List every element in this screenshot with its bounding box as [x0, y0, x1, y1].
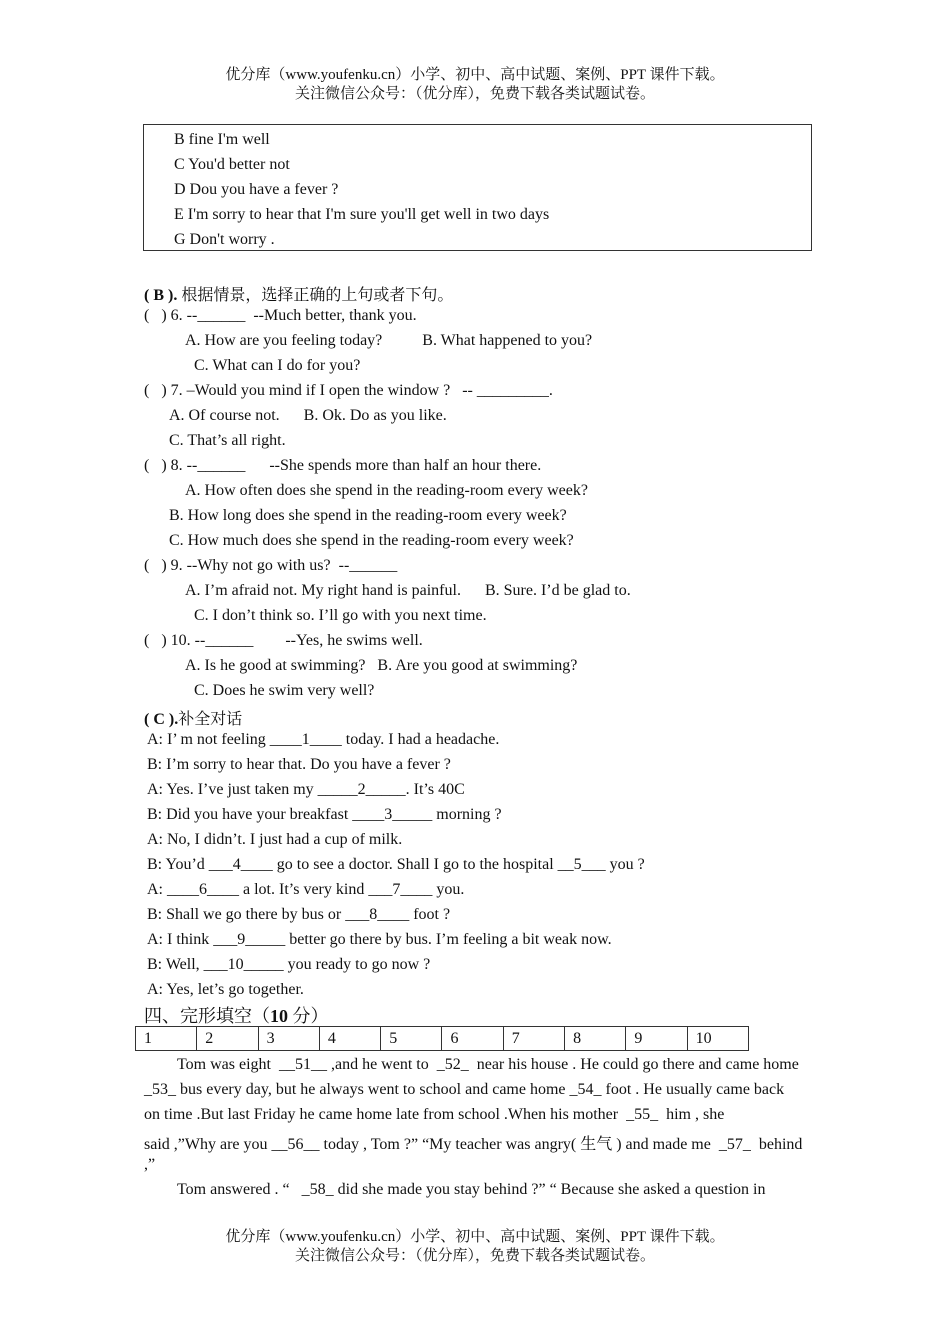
page-header	[0, 66, 950, 104]
box-option: C You'd better not	[174, 156, 290, 173]
question-line: A. Of course not. B. Ok. Do as you like.	[169, 407, 447, 424]
section-4-title-suffix: 分）	[288, 1006, 329, 1026]
header-line-1: 优分库（www.youfenku.cn）小学、初中、高中试题、案例、PPT 课件下载。	[225, 67, 725, 83]
question-line: C. Does he swim very well?	[194, 682, 375, 699]
answer-grid-row	[136, 1027, 749, 1051]
options-box	[143, 124, 812, 251]
passage-line: on time .But last Friday he came home late from school .When his mother _55_ him , she	[144, 1106, 725, 1123]
section-b-title: 根据情景，选择正确的上句或者下句。	[177, 287, 454, 304]
answer-grid	[135, 1026, 749, 1051]
box-option: G Don't worry .	[174, 231, 275, 248]
box-option: D Dou you have a fever ?	[174, 181, 339, 198]
header-line-2: 关注微信公众号：（优分库），免费下载各类试题试卷。	[294, 86, 655, 102]
passage-line: said ,”Why are you __56__ today , Tom ?” “My teacher was angry( 生气 ) and made me _57_ behind	[144, 1136, 803, 1153]
section-b-heading	[144, 282, 453, 305]
answer-cell: 2	[197, 1027, 258, 1051]
answer-cell: 9	[626, 1027, 687, 1051]
passage-line: _53_ bus every day, but he always went to school and came home _54_ foot . He usually came back	[144, 1081, 785, 1098]
passage-line: ,”	[144, 1156, 156, 1173]
dialogue-line: B: You’d ___4____ go to see a doctor. Shall I go to the hospital __5___ you ?	[147, 856, 645, 873]
section-4-title-prefix: 四、完形填空（	[144, 1006, 270, 1026]
question-line: C. That’s all right.	[169, 432, 286, 449]
dialogue-line: B: Shall we go there by bus or ___8____ foot ?	[147, 906, 451, 923]
box-option: E I'm sorry to hear that I'm sure you'll get well in two days	[174, 206, 550, 223]
question-line: A. Is he good at swimming? B. Are you good at swimming?	[185, 657, 578, 674]
question-line: A. I’m afraid not. My right hand is painful. B. Sure. I’d be glad to.	[185, 582, 631, 599]
question-line: ( ) 9. --Why not go with us? --______	[144, 557, 398, 574]
question-line: A. How are you feeling today? B. What happened to you?	[185, 332, 593, 349]
section-4-heading	[144, 1002, 329, 1028]
dialogue-line: A: I think ___9_____ better go there by bus. I’m feeling a bit weak now.	[147, 931, 612, 948]
dialogue-line: B: I’m sorry to hear that. Do you have a fever ?	[147, 756, 451, 773]
section-b-label: ( B ).	[144, 287, 178, 304]
answer-cell: 8	[565, 1027, 626, 1051]
question-line: C. How much does she spend in the reading-room every week?	[169, 532, 574, 549]
passage-line: Tom was eight __51__ ,and he went to _52_ near his house . He could go there and came home	[177, 1056, 799, 1073]
question-line: A. How often does she spend in the reading-room every week?	[185, 482, 588, 499]
question-line: B. How long does she spend in the reading-room every week?	[169, 507, 567, 524]
dialogue-line: A: ____6____ a lot. It’s very kind ___7____ you.	[147, 881, 465, 898]
question-line: C. I don’t think so. I’ll go with you next time.	[194, 607, 487, 624]
box-option: B fine I'm well	[174, 131, 270, 148]
question-line: ( ) 6. --______ --Much better, thank you.	[144, 307, 417, 324]
section-c-heading	[144, 706, 242, 729]
section-c-title: 补全对话	[178, 711, 243, 728]
footer-line-2: 关注微信公众号：（优分库），免费下载各类试题试卷。	[294, 1248, 655, 1264]
question-line: ( ) 7. –Would you mind if I open the window ? -- _________.	[144, 382, 553, 399]
page-footer	[0, 1228, 950, 1266]
dialogue-line: A: No, I didn’t. I just had a cup of milk.	[147, 831, 403, 848]
section-4-score: 10	[270, 1006, 288, 1026]
question-line: ( ) 8. --______ --She spends more than half an hour there.	[144, 457, 542, 474]
answer-cell: 6	[442, 1027, 503, 1051]
answer-cell: 4	[319, 1027, 380, 1051]
dialogue-line: B: Well, ___10_____ you ready to go now ?	[147, 956, 431, 973]
dialogue-line: A: Yes, let’s go together.	[147, 981, 304, 998]
question-line: ( ) 10. --______ --Yes, he swims well.	[144, 632, 423, 649]
answer-cell: 7	[503, 1027, 564, 1051]
question-line: C. What can I do for you?	[194, 357, 361, 374]
footer-line-1: 优分库（www.youfenku.cn）小学、初中、高中试题、案例、PPT 课件下载。	[225, 1229, 725, 1245]
answer-cell: 3	[258, 1027, 319, 1051]
answer-cell: 1	[136, 1027, 197, 1051]
answer-cell: 5	[381, 1027, 442, 1051]
dialogue-line: A: I’ m not feeling ____1____ today. I had a headache.	[147, 731, 500, 748]
section-c-label: ( C ).	[144, 711, 179, 728]
dialogue-line: A: Yes. I’ve just taken my _____2_____. It’s 40C	[147, 781, 465, 798]
dialogue-line: B: Did you have your breakfast ____3_____ morning ?	[147, 806, 502, 823]
passage-line: Tom answered . “ _58_ did she made you stay behind ?” “ Because she asked a question in	[177, 1181, 766, 1198]
answer-cell: 10	[687, 1027, 748, 1051]
